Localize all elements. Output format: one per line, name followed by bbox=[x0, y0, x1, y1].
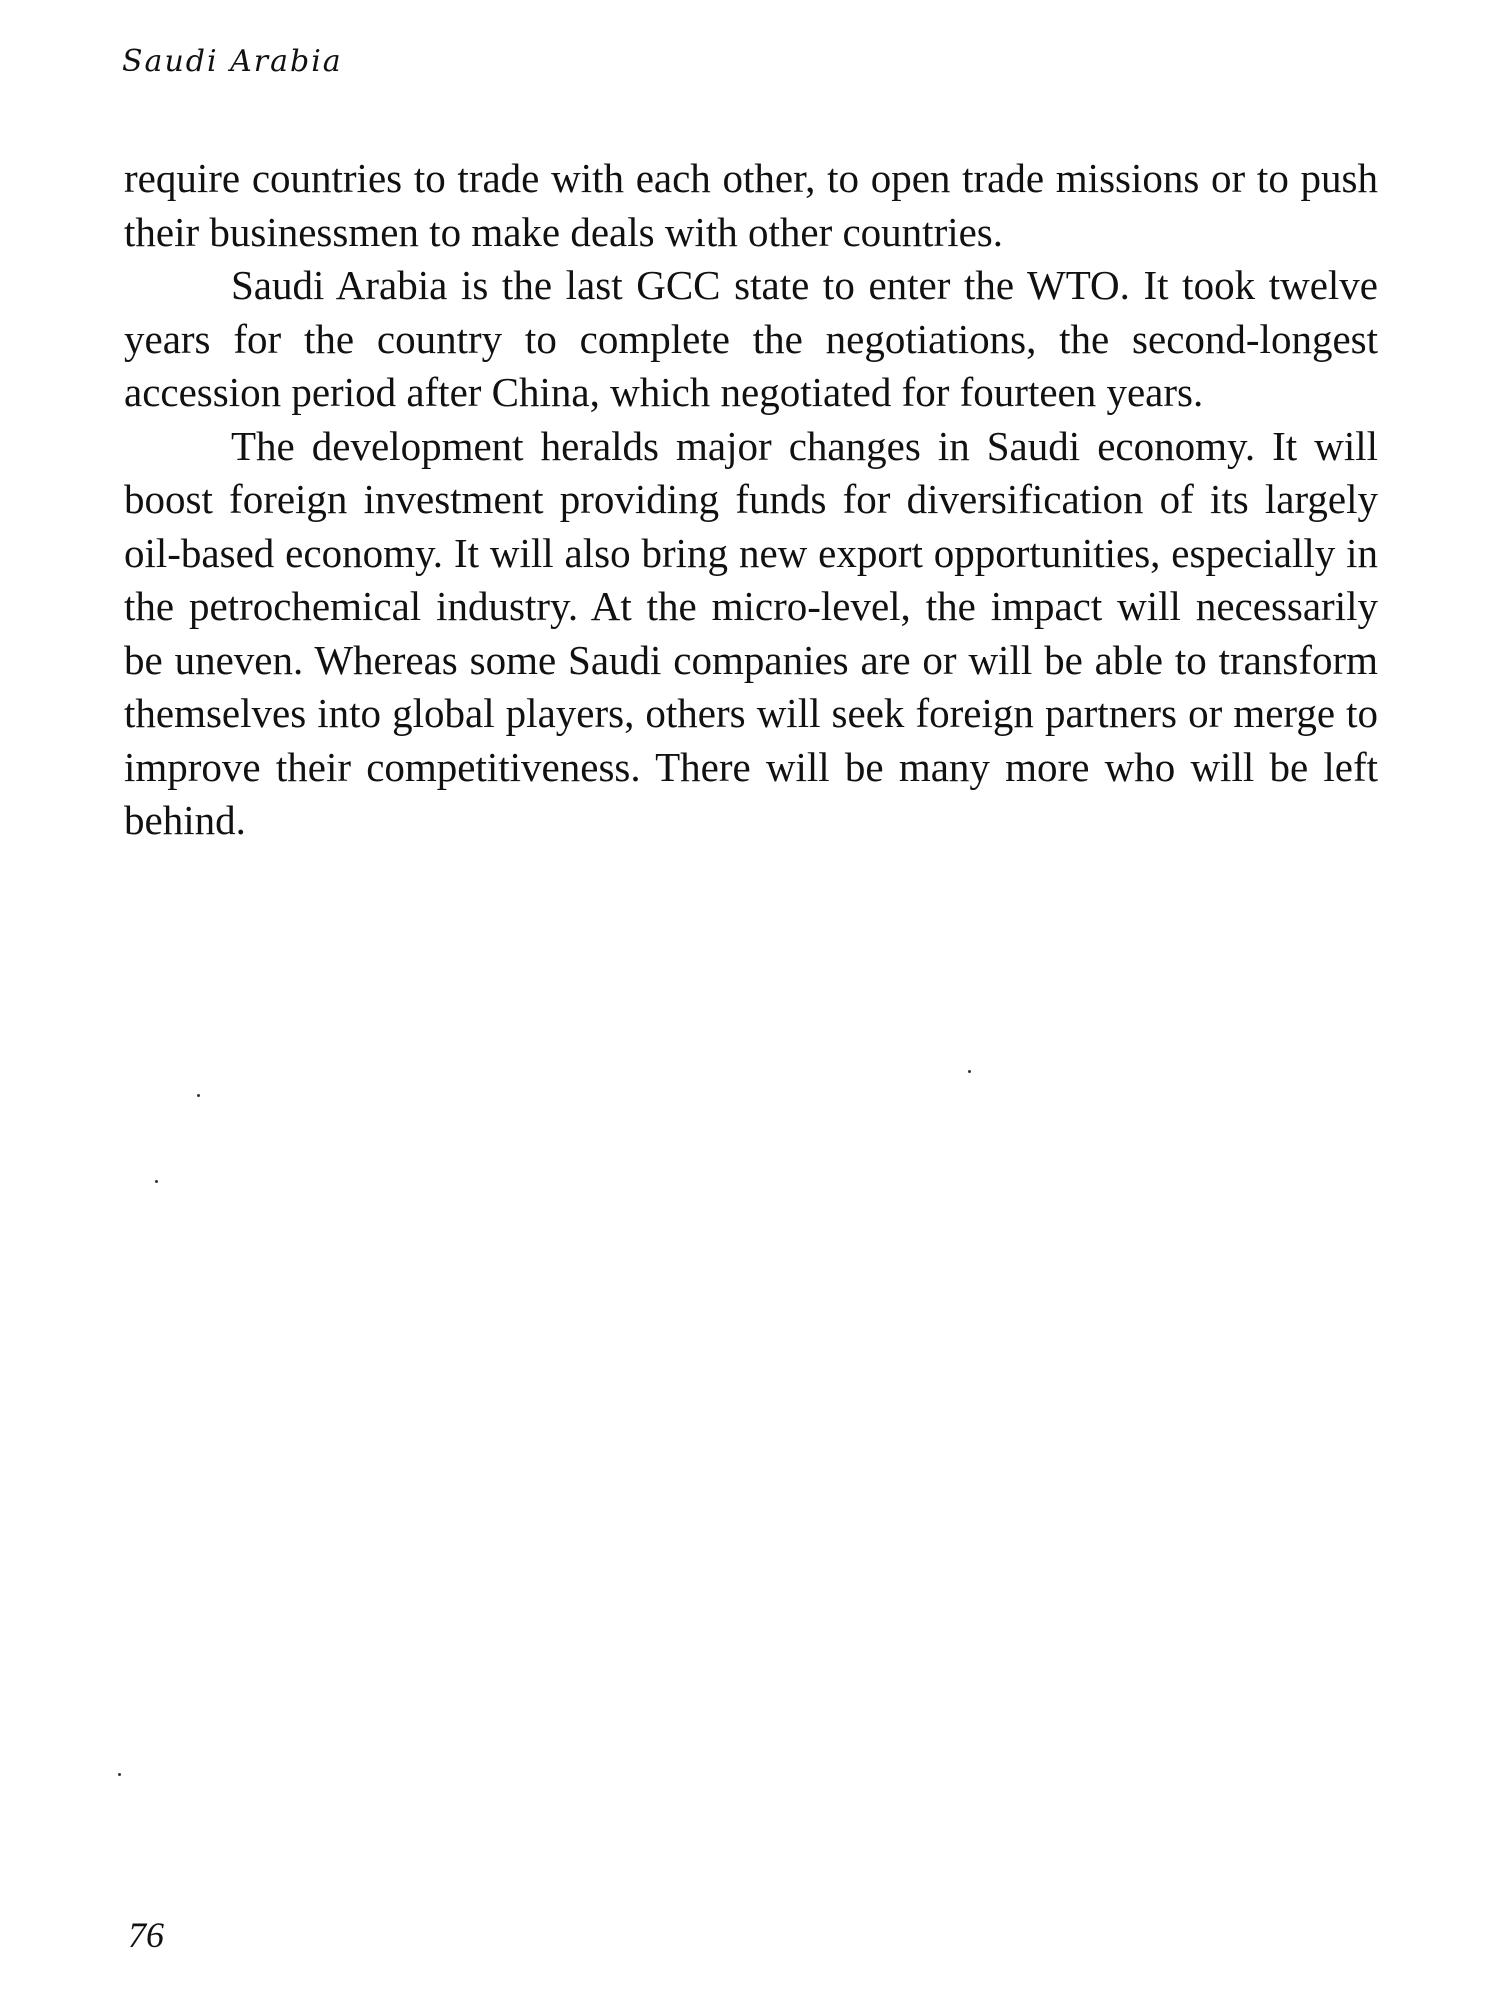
running-header: Saudi Arabia bbox=[122, 44, 343, 79]
scan-speck bbox=[968, 1070, 971, 1073]
scan-speck bbox=[197, 1094, 200, 1097]
page-number: 76 bbox=[128, 1915, 164, 1955]
paragraph-continuation: require countries to trade with each other, to open trade missions or to push their businessmen to make deals with other countries. bbox=[124, 155, 1378, 255]
body-text bbox=[124, 152, 1378, 848]
scan-speck bbox=[155, 1180, 158, 1183]
paragraph-wto-entry: Saudi Arabia is the last GCC state to enter the WTO. It took twelve years for the country to complete the negotiations, the second-longest accession period after China, which negotiated for fourteen years. bbox=[124, 262, 1378, 415]
paragraph-economic-impact: The development heralds major changes in Saudi economy. It will boost foreign investment providing funds for diversification of its largely oil-based economy. It will also bring new export opportunities, especially in the petrochemical industry. At the micro-level, the impact will necessarily be uneven. Whereas some Saudi companies are or will be able to transform themselves into global players, others will seek foreign partners or merge to improve their competitiveness. There will be many more who will be left behind. bbox=[124, 422, 1378, 843]
scan-speck bbox=[118, 1773, 121, 1776]
